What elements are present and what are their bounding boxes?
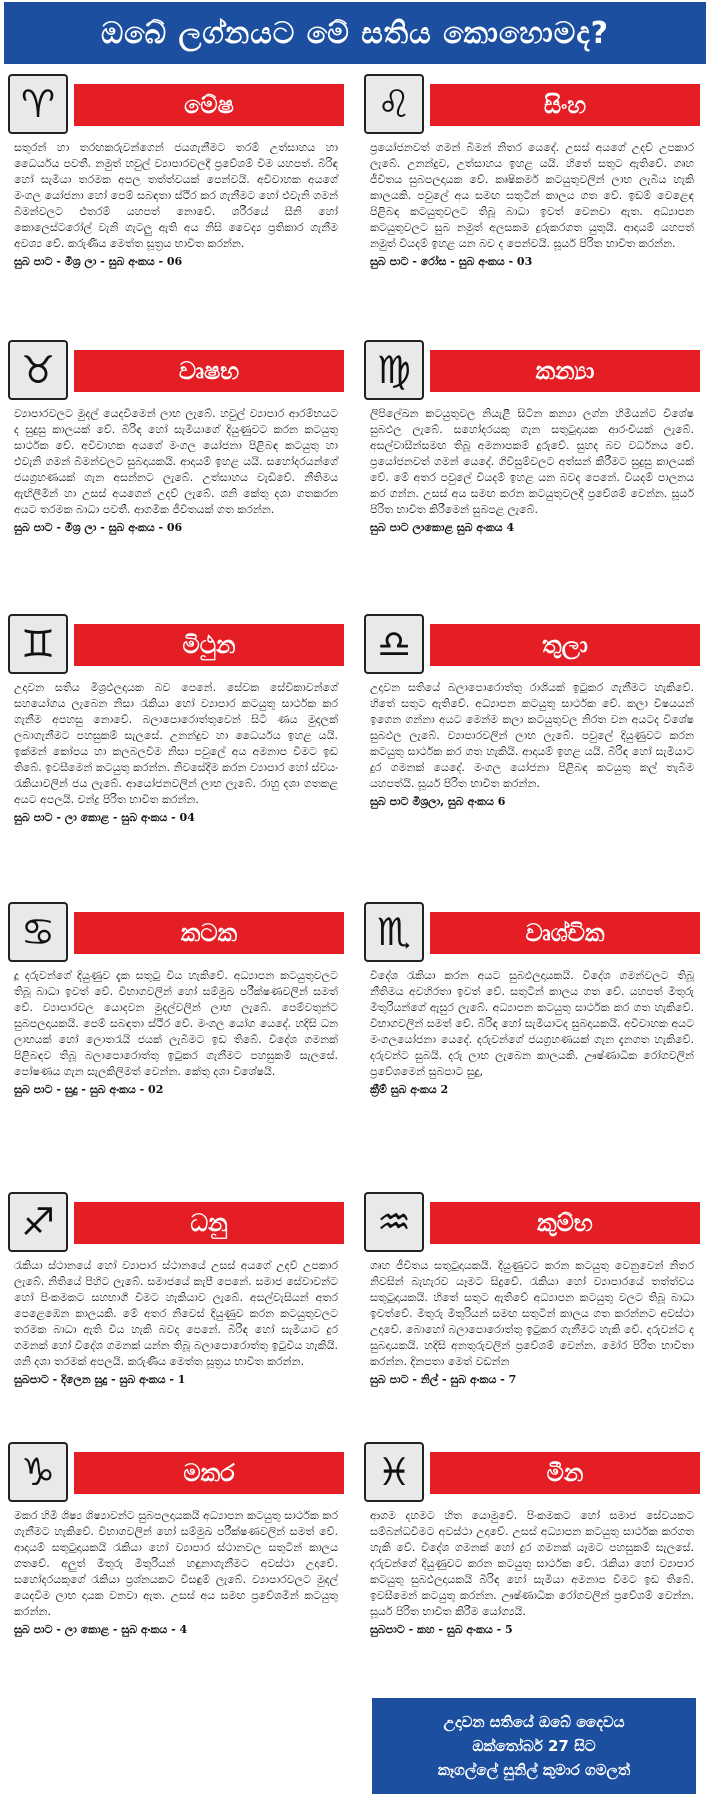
sign-forecast [364, 140, 700, 328]
sign-forecast [8, 968, 344, 1190]
sign-forecast [364, 406, 700, 616]
forecast-text: උදාවන සතිය මිශ්‍රඵලදායක බව පෙනේ. සේවක සේවිකාවන්ගේ සහයෝගය ලැබෙන නිසා රැකියා හෝ ව්‍යාපාර කටයුතු සාර්ථක කර ගැනීම අපහසු නොවේ. බලාපොරොත්තුවෙන් සිටි ණය මුදලක් ලබාගැනීමට පහසුකම් සැලසේ. උනන්දුව හා ධෛර්යය ඉහළ යයි. ඉක්මන් කෝපය හා කලබලවීම නිසා පවුලේ අය අමනාප වීමට ඉඩ තිබේ. ඉවසීමෙන් කටයුතු කරන්න. නිවසේදීම කරන ව්‍යාපාර හෝ ස්වයං රැකියාවලින් ජය ලැබේ. ආයෝජනවලින් ලාභ ලැබේ. රාහු දශා ගතකළ අයට අපලයි. චන්ද්‍ර පිරිත භාවිත කරන්න. [14, 681, 338, 806]
lucky-info: ක්‍රීම් සුබ අංකය 2 [370, 1083, 449, 1096]
leo-icon: ♌ [364, 74, 424, 134]
page-header [4, 2, 706, 64]
sign-kumbha [364, 1190, 700, 1462]
sign-title: මීන [430, 1452, 700, 1494]
sign-title: කන්‍යා [430, 350, 700, 392]
forecast-text: ගෘහ ජීවිතය සතුටුදායකයි. දියුණුවට කරන කටයුතු වෙනුවෙන් නිතර නිවසින් බැහැරව යෑමට සිදුවේ. රැකියා හෝ ව්‍යාපාරයේ තත්ත්වය සතුටුදායකයි. හිතේ සතුට ඇතිවේ අධ්‍යාපන කටයුතු වලට තිබූ බාධා ඉවත්වේ. මිතුරු මිතුරියන් සමඟ සතුටින් කාලය ගත කරන්නට අවස්ථා උදාවේ. බොහෝ බලාපොරොත්තු ඉටුකර ගැනීමට හැකි වේ. දරුවන්ට ද සුබදායකයි. හදිසි අනතුරුවලින් ප්‍රවේශම් වෙන්න. මෝර පිරිත භාවිතා කරන්න. දිනපතා මෙත් වඩන්න [370, 1259, 694, 1368]
sign-kanya [364, 338, 700, 616]
sign-forecast [364, 680, 700, 902]
sign-forecast [364, 1258, 700, 1462]
capricorn-icon: ♑ [8, 1442, 68, 1502]
cancer-icon: ♋ [8, 902, 68, 962]
sign-title: මිථුන [74, 624, 344, 666]
forecast-text: විදේශ රැකියා කරන අයට සුබඵලදායකයි. විදේශ ගමන්වලට තිබූ නීතිමය අවහිරතා ඉවත් වේ. සතුටින් කාලය ගත වේ. යහපත් මිතුරු මිතුරියන්ගේ ඇසුර ලැබේ. අධ්‍යාපන කටයුතු සාර්ථක කර ගත හැකිවේ. විභාගවලින් සමත් වේ. බිරිඳ හෝ සැමියාටද සුබදායකයි. අවිවාහක අයට මංගලයෝජනා යෙදේ. දරුවන්ගේ ජයග්‍රහණයක් ගැන දැනගත හැකිවේ. දරුවන්ට සුබයි. දරු ලාභ ලැබෙන කාලයකි. ඌෂ්ණාධික රෝගවලින් ප්‍රවේශමෙන් සුබපාට සුදු, [370, 969, 694, 1078]
lucky-info: සුබපාට - කහ - සුබ අංකය - 5 [370, 1623, 513, 1636]
sign-title: මකර [74, 1452, 344, 1494]
forecast-text: රැකියා ස්ථානයේ හෝ ව්‍යාපාර ස්ථානයේ උසස් අයගේ උදව් උපකාර ලැබේ. නිතියේ පිහිට ලැබේ. සමාජයේ කැපී පෙනේ. සමාජ සේවාවන්ට හෝ පිංකමකට සහභාගී වීමට හැකියාව ලැබේ. අසල්වැසියන් අතර පෙළෙඹෙන කාලයකි. මේ අතර නිවෙස් දියුණුව කරන කටයුතුවලට තරමක බාධා ඇති විය හැකි බවද පෙනේ. බිරිඳ හෝ සැමියාට දුර ගමනක් හෝ විදේශ ගමනක් යන්න තිබූ බලාපොරොත්තු ඉටුවිය හැකියි. ශනි දශා තරමක් අපලයි. කරුණීය මෙත්ත සූත්‍රය භාවිත කරන්න. [14, 1259, 338, 1368]
scorpio-icon: ♏ [364, 902, 424, 962]
lucky-info: සුබ පාට - සුදු - සුබ අංකය - 02 [14, 1083, 164, 1096]
aquarius-icon: ♒ [364, 1192, 424, 1252]
sign-title: තුලා [430, 624, 700, 666]
taurus-icon: ♉ [8, 340, 68, 400]
forecast-text: ලිපිලේඛන කටයුතුවල නියැළී සිටින කන්‍යා ලග්න හිමියන්ට විශේෂ සුබඵල ලැබේ. සහෝදරයකු ගැන සතුටුදායක ආරංචියක් ලැබේ. අසල්වාසීන්සමඟ තිබූ අමනාපකම් දුරුවේ. සුහද බව වර්ධනය වේ. ප්‍රයෝජනවත් ගමන් යෙදේ. ගිවිසුම්වලට අත්සන් කිරීමට සුදුසු කාලයක් වේ. මේ අතර පවුලේ වියදම් ඉහළ යන බවද පෙනේ. වියදම් පාලනය කර ගන්න. උසස් අය සමඟ කරන කටයුතුවලදී ප්‍රවේශම් වෙන්න. සූර්ය පිරිත භාවිත කිරීමෙන් සුබපළ ලැබේ. [370, 407, 694, 516]
sign-dhanu [8, 1190, 344, 1462]
sign-title: මේෂ [74, 84, 344, 126]
lucky-info: සුබ පාට මිශ්‍රලා, සුබ අංකය 6 [370, 795, 506, 808]
sagittarius-icon: ♐ [8, 1192, 68, 1252]
sign-vrushabha [8, 338, 344, 616]
lucky-info: සුබ පාට - රෝස - සුබ අංකය - 03 [370, 255, 533, 268]
sign-mithuna [8, 612, 344, 902]
lucky-info: සුබ පාට ලාකොළ සුබ අංකය 4 [370, 521, 515, 534]
credit-author: කෑගල්ලේ සුනිල් කුමාර ගමලත් [437, 1761, 631, 1779]
sign-title: සිංහ [430, 84, 700, 126]
sign-forecast [8, 680, 344, 902]
aries-icon: ♈ [8, 74, 68, 134]
sign-forecast [364, 968, 700, 1190]
sign-title: වෘෂභ [74, 350, 344, 392]
sign-title: ධනු [74, 1202, 344, 1244]
lucky-info: සුබ පාට - මිශ්‍ර ලා - සුබ අංකය - 06 [14, 255, 183, 268]
forecast-text: සතුරන් හා තරඟකරුවන්ගෙන් ජයගැනීමට තරම් උත්සාහය හා ධෛර්යය පවතී. නමුත් හවුල් ව්‍යාපාරවලදී ප්‍රවේශම් වීම යහපත්. බිරිඳ හෝ සැමියා තරමක අපල තත්ත්වයක් පෙන්වයි. අවිවාහක අයගේ මංගල යෝජනා හෝ පෙම් සබඳතා ස්ථිර කර ගැනීමට හෝ එවැනි ගමන් බිමන්වලට එතරම් යහපත් නොවේ. ශරීරයේ සීනි හෝ කොලෙස්ටරෝල් වැනි ගැටලු ඇති අය නිසි වෛද්‍ය ප්‍රතිකාර ගැනීම අවශ්‍ය වේ. කරුණීය මෙත්ත සූත්‍රය භාවිත කරන්න. [14, 141, 338, 250]
pisces-icon: ♓ [364, 1442, 424, 1502]
sign-makara [8, 1440, 344, 1738]
forecast-text: දූ දරුවන්ගේ දියුණුව දැක සතුටු විය හැකිවේ. අධ්‍යාපන කටයුතුවලට තිබූ බාධා ඉවත් වේ. විභාගවලින් හෝ සම්මුඛ පරීක්ෂණවලින් සමත් වේ. ව්‍යාපාරවල යොදවන මුදල්වලින් ලාභ ලැබේ. පෙම්වතුන්ට සුබපලදායකයි. පෙම් සබඳතා ස්ථිර වේ. මංගල යෝග යෙදේ. හදිසි ධන ලාභයක් හෝ ලොතරැයි ජයක් ලැබීමට ඉඩ තිබේ. විදේශ ගමනක් පිළිබඳව තිබූ බලාපොරොත්තු ඉටුකර ගැනීමට පහසුකම් සැලසේ. පෝෂණය ගැන සැලකිලිමත් වෙන්න. කේතු දශා විශේෂයි. [14, 969, 338, 1078]
credit-line-1: උදාවන සතියේ ඔබේ දෛවය [443, 1713, 625, 1731]
sign-forecast [8, 1258, 344, 1462]
sign-title: කටක [74, 912, 344, 954]
sign-forecast [8, 406, 344, 616]
sign-forecast [364, 1508, 700, 1694]
sign-forecast [8, 140, 344, 328]
sign-tula [364, 612, 700, 902]
page-title: ඔබේ ලග්නයට මේ සතිය කොහොමද? [100, 15, 610, 51]
sign-title: වෘශ්චික [430, 912, 700, 954]
credit-line-2: ඔක්තෝබර් 27 සිට [472, 1737, 596, 1755]
lucky-info: සුබ පාට - නිල් - සුබ අංකය - 7 [370, 1373, 517, 1386]
sign-vrushchika [364, 900, 700, 1190]
virgo-icon: ♍ [364, 340, 424, 400]
libra-icon: ♎ [364, 614, 424, 674]
lucky-info: සුබ පාට - මිශ්‍ර ලා - සුබ අංකය - 06 [14, 521, 183, 534]
forecast-text: ප්‍රයෝජනවත් ගමන් බිමන් නිතර යෙදේ. උසස් අයගේ උදව් උපකාර ලැබේ. උනන්දුව, උත්සාහය ඉහළ යයි. හිතේ සතුට ඇතිවේ. ගෘහ ජීවිතය සුබපලදායක වේ. කෘෂිකර්ම කටයුතුවලින් ලාභ ලැබිය හැකි කාලයකි. පවුලේ අය සමඟ සතුටින් කාලය ගත වේ. ඉඩම් වෙළෙඳ පිළිබඳ කටයුතුවලට තිබූ බාධා ඉවත් වෙනවා ඇත. අධ්‍යාපන කටයුතුවලට සුබ නමුත් අලසකම දුරුකරගත යුතුයි. ආදායම් යහපත් නමුත් වියදම් ඉහළ යන බව ද පෙන්වයි. සූර්ය පිරිත භාවිත කරන්න. [370, 141, 694, 250]
lucky-info: සුබ පාට - ලා කොළ - සුබ අංකය - 04 [14, 811, 195, 824]
sign-mesha [8, 72, 344, 328]
sign-sinha [364, 72, 700, 328]
forecast-text: මකර හිමි ශිෂ්‍ය ශිෂ්‍යාවන්ට සුබපලදායකයි අධ්‍යාපන කටයුතු සාර්ථක කර ගැනීමට හැකිවේ. විභාගවලින් හෝ සම්මුඛ පරීක්ෂණවලින් සමත් වේ. ආදායම් සතුටුදායකයි රැකියා හෝ ව්‍යාපාර ස්ථානවල සතුටින් කාලය ගතවේ. අලුත් මිතුරු මිතුරියන් හඳුනාගැනීමට අවස්ථා උදාවේ. සහෝදරයකුගේ රැකියා ප්‍රශ්නයකට විසඳුම් ලැබේ. ව්‍යාපාරවලට මුදල් යෙදවීම ලාභ දායක වනවා ඇත. උසස් අය සමඟ ප්‍රවේශමින් කටයුතු කරන්න. [14, 1509, 338, 1618]
forecast-text: උදාවන සතියේ බලාපොරොත්තු රාශියක් ඉටුකර ගැනීමට හැකිවේ. හිතේ සතුට ඇතිවේ. අධ්‍යාපන කටයුතු සාර්ථක වේ. කලා විෂයයන් ඉගෙන ගන්නා අයට මෙන්ම කලා කටයුතුවල නිරත වන අයටද විශේෂ සුබඵල ලැබේ. ව්‍යාපාරවලින් ලාභ ලැබේ. පවුලේ දියුණුවට කරන කටයුතු සාර්ථක කර ගත හැකියි. ආදායම් ඉහළ යයි. බිරිඳ හෝ සැමියාට දුර ගමනක් යෙදේ. මංගල යෝජනා පිළිබඳ කටයුතු කල් තැබීම යහපත්යි. සූර්ය පිරිත භාවිත කරන්න. [370, 681, 694, 790]
sign-forecast [8, 1508, 344, 1738]
lucky-info: සුබපාට - දිලෙන සුදු - සුබ අංකය - 1 [14, 1373, 186, 1386]
forecast-text: ව්‍යාපාරවලට මුදල් යෙදවීමෙන් ලාභ ලැබේ. හවුල් ව්‍යාපාර ආරම්භයට ද සුදුසු කාලයක් වේ. බිරිඳ හෝ සැමියාගේ දියුණුවට කරන කටයුතු සාර්ථක වේ. අවිවාහක අයගේ මංගල යෝජනා පිළිබඳ කටයුතු හා එවැනි ගමන් බිමන්වලට සුබදායකයි. ආදායම් ඉහළ යයි. සහෝදරයන්ගේ ජයග්‍රහණයක් ගැන අසන්නට ලැබේ. උත්සාහය වැඩිවේ. නීතිමය ඇඟිලීමින් හා උසස් අයගෙන් උදව් ලැබේ. ශනි කේතු දශා ගතකරන අයට තරමක බාධා පවතී. ආගමික ජීවිතයක් ගත කරන්න. [14, 407, 338, 516]
sign-title: කුම්භ [430, 1202, 700, 1244]
gemini-icon: ♊ [8, 614, 68, 674]
author-credit-box [372, 1698, 696, 1794]
sign-meena [364, 1440, 700, 1694]
lucky-info: සුබ පාට - ලා කොළ - සුබ අංකය - 4 [14, 1623, 188, 1636]
forecast-text: ආගම දහමට හිත යොමුවේ. පිංකමකට හෝ සමාජ සේවයකට සම්බන්ධවීමට අවස්ථා උදාවේ. උසස් අධ්‍යාපන කටයුතු සාර්ථක කරගත හැකි වේ. විදේශ ගමනක් හෝ දුර ගමනක් යෑමට පහසුකම් සැලසේ. දරුවන්ගේ දියුණුවට කරන කටයුතු සාර්ථක වේ. රැකියා හෝ ව්‍යාපාර කටයුතු සුබඵලදායකයි බිරිඳ හෝ සැමියා අමනාප වීමට ඉඩ තිබේ. ඉවසීමෙන් කටයුතු කරන්න. ඌෂ්ණාධික රෝගවලින් ප්‍රවේශම් වෙන්න. සූර්ය පිරිත භාවිත කිරීම යෝග්‍යයි. [370, 1509, 694, 1618]
sign-kataka [8, 900, 344, 1190]
